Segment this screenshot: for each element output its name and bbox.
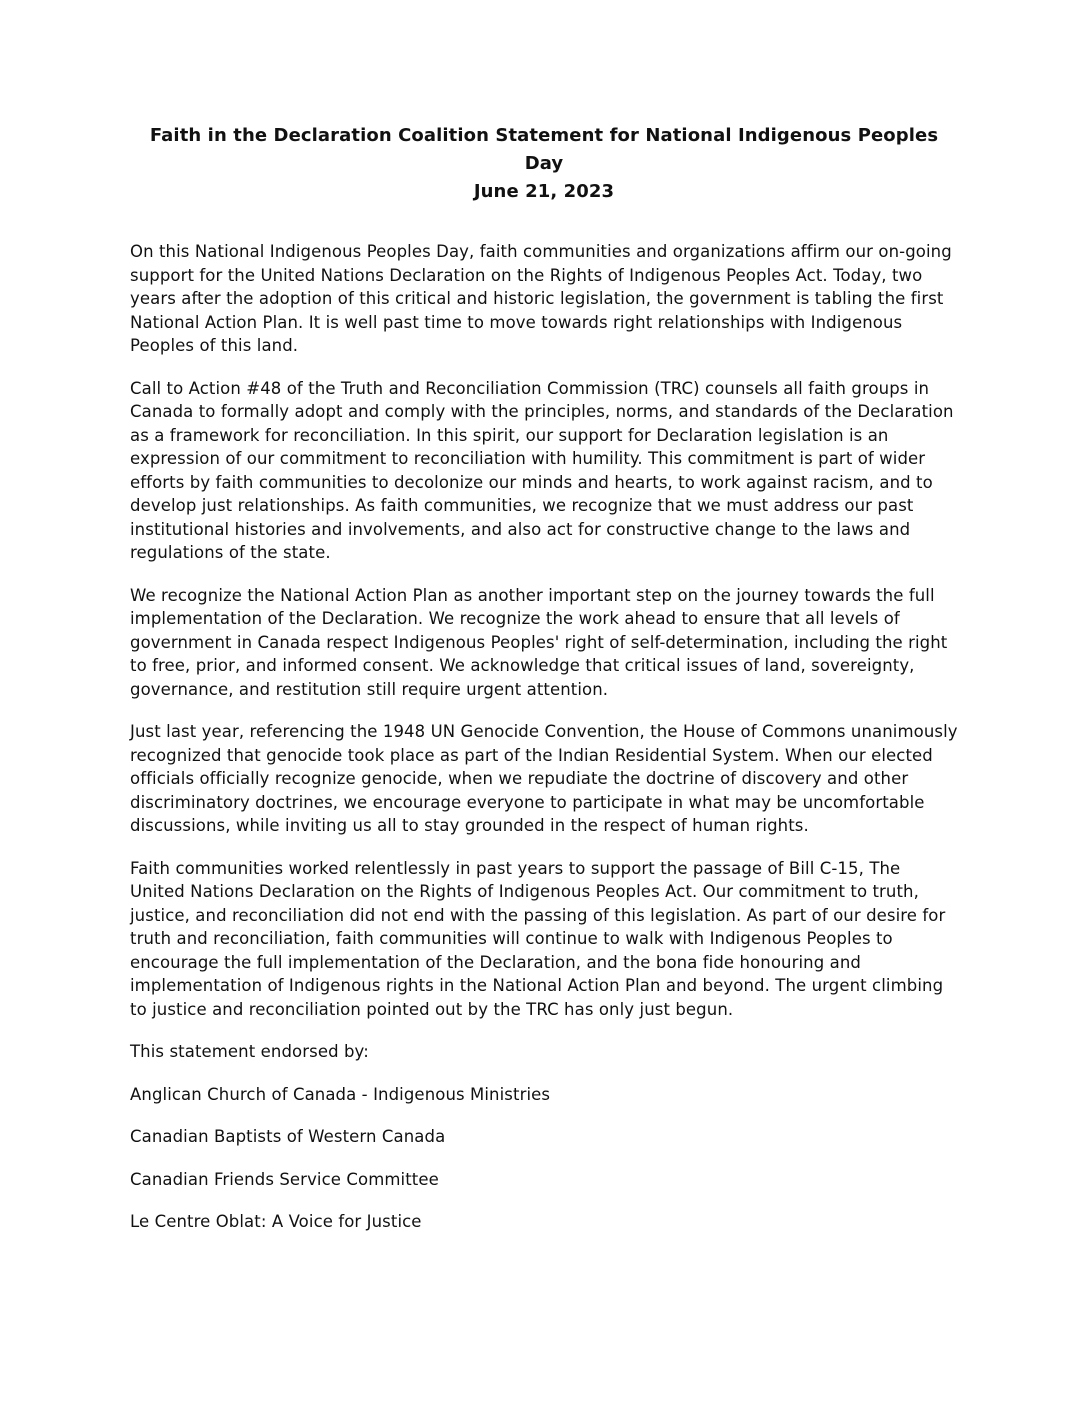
endorser-le-centre-oblat: Le Centre Oblat: A Voice for Justice bbox=[130, 1212, 422, 1231]
statement-paragraph-1: On this National Indigenous Peoples Day, faith communities and organizations affirm our on-going support for the United Nations Declaration on the Rights of Indigenous Peoples Act. Today, two years after the adoption of this critical and historic legislation, the government is tabling the first National Action Plan. It is well past time to move towards right relationships with Indigenous Peoples of this land. bbox=[130, 242, 952, 355]
statement-body bbox=[130, 240, 958, 1021]
statement-paragraph-5: Faith communities worked relentlessly in past years to support the passage of Bill C-15, The United Nations Declaration on the Rights of Indigenous Peoples Act. Our commitment to truth, justice, and reconciliation did not end with the passing of this legislation. As part of our desire for truth and reconciliation, faith communities will continue to walk with Indigenous Peoples to encourage the full implementation of the Declaration, and the bona fide honouring and implementation of Indigenous rights in the National Action Plan and beyond. The urgent climbing to justice and reconciliation pointed out by the TRC has only just begun. bbox=[130, 858, 946, 1019]
endorsement-intro: This statement endorsed by: bbox=[130, 1042, 369, 1061]
endorsement-section bbox=[130, 1040, 958, 1234]
endorser-anglican-church: Anglican Church of Canada - Indigenous Ministries bbox=[130, 1084, 551, 1104]
document-title-line1: Faith in the Declaration Coalition Statement for National Indigenous Peoples Day bbox=[149, 125, 939, 174]
statement-paragraph-2: Call to Action #48 of the Truth and Reconciliation Commission (TRC) counsels all faith groups in Canada to formally adopt and comply with the principles, norms, and standards of the Declaration as a framework for reconciliation. In this spirit, our support for Declaration legislation is an expression of our commitment to reconciliation with humility. This commitment is part of wider efforts by faith communities to decolonize our minds and hearts, to work against racism, and to develop just relationships. As faith communities, we recognize that we must address our past institutional histories and involvements, and also act for constructive change to the laws and regulations of the state. bbox=[130, 378, 954, 562]
document-date: June 21, 2023 bbox=[473, 181, 615, 202]
endorser-canadian-friends: Canadian Friends Service Committee bbox=[130, 1169, 439, 1189]
document-title bbox=[130, 122, 958, 206]
endorser-canadian-baptists: Canadian Baptists of Western Canada bbox=[130, 1127, 446, 1146]
statement-paragraph-4: Just last year, referencing the 1948 UN Genocide Convention, the House of Commons unanimously recognized that genocide took place as part of the Indian Residential System. When our elected officials officially recognize genocide, when we repudiate the doctrine of discovery and other discriminatory doctrines, we encourage everyone to participate in what may be uncomfortable discussions, while inviting us all to stay grounded in the respect of human rights. bbox=[130, 722, 958, 835]
statement-paragraph-3: We recognize the National Action Plan as another important step on the journey towards the full implementation of the Declaration. We recognize the work ahead to ensure that all levels of government in Canada respect Indigenous Peoples' right of self-determination, including the right to free, prior, and informed consent. We acknowledge that critical issues of land, sovereignty, governance, and restitution still require urgent attention. bbox=[130, 585, 948, 699]
